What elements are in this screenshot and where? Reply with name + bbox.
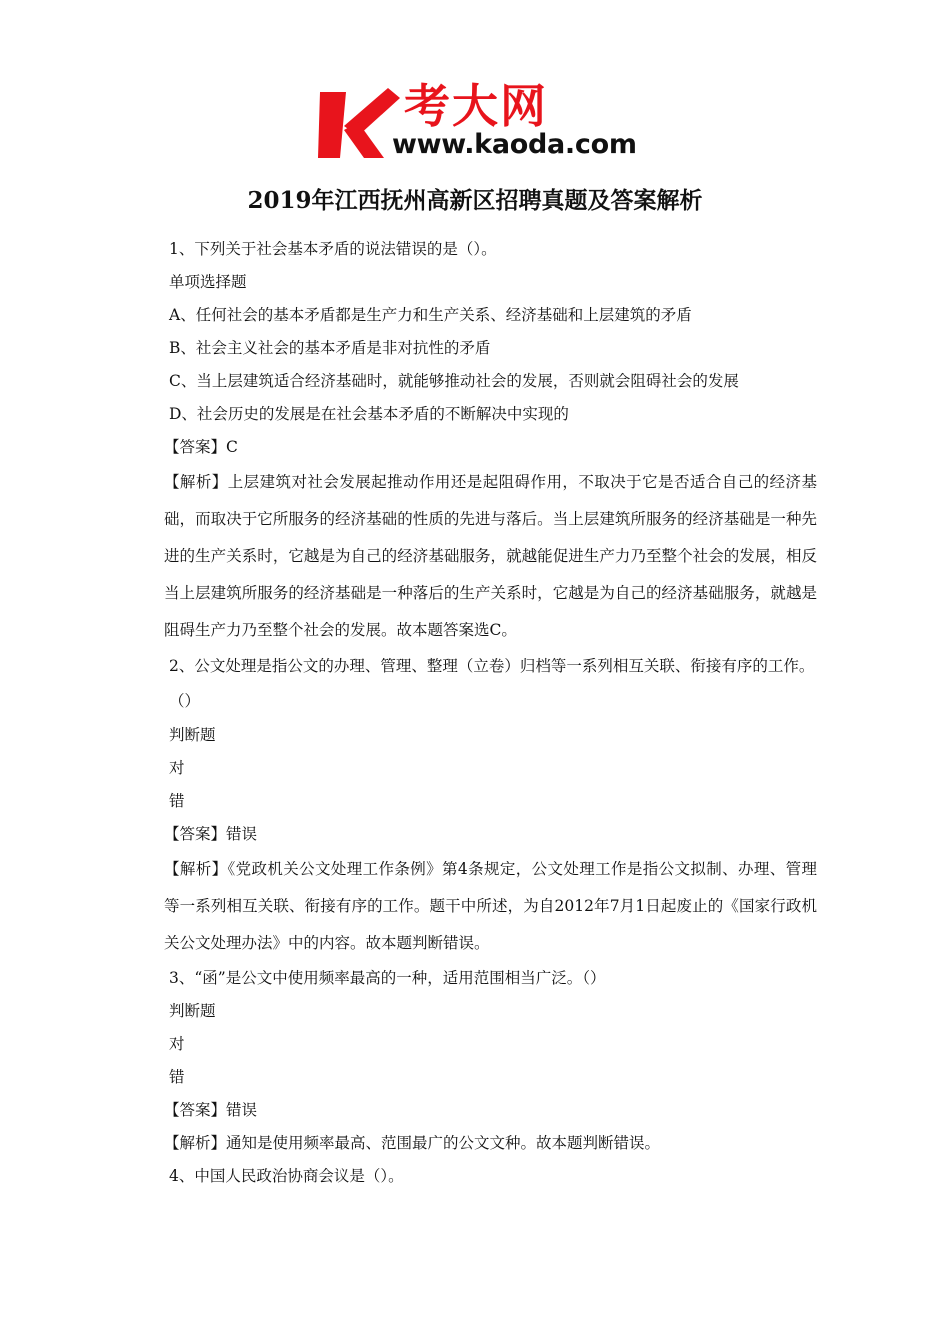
- question-1-option-c: C、当上层建筑适合经济基础时，就能够推动社会的发展，否则就会阻碍社会的发展: [169, 372, 739, 390]
- question-1-answer: 【答案】C: [164, 438, 238, 456]
- question-1-analysis: 【解析】上层建筑对社会发展起推动作用还是起阻碍作用，不取决于它是否适合自己的经济基础，而取决于它所服务的经济基础的性质的先进与落后。当上层建筑所服务的经济基础是一种先进的生产关系时，它越是为自己的经济基础服务，就越能促进生产力乃至整个社会的发展，相反当上层建筑所服务的经济基础是一种落后的生产关系时，它越是为自己的经济基础服务，就越是阻碍生产力乃至整个社会的发展。故本题答案选C。: [164, 473, 817, 639]
- question-1-type: 单项选择题: [169, 273, 247, 291]
- question-1-option-d: D、社会历史的发展是在社会基本矛盾的不断解决中实现的: [169, 405, 569, 423]
- question-3-answer: 【答案】错误: [164, 1101, 258, 1119]
- question-1-stem: 1、下列关于社会基本矛盾的说法错误的是（）。: [169, 240, 497, 258]
- question-2-answer: 【答案】错误: [164, 825, 258, 843]
- question-2-stem: 2、公文处理是指公文的办理、管理、整理（立卷）归档等一系列相互关联、衔接有序的工作。（）: [169, 657, 815, 710]
- question-1-option-a: A、任何社会的基本矛盾都是生产力和生产关系、经济基础和上层建筑的矛盾: [169, 306, 692, 324]
- question-3-type: 判断题: [169, 1002, 216, 1020]
- question-3-option-true: 对: [169, 1035, 185, 1053]
- question-2-option-false: 错: [169, 792, 185, 810]
- question-4-stem: 4、中国人民政治协商会议是（）。: [169, 1167, 404, 1185]
- question-2-type: 判断题: [169, 726, 216, 744]
- logo-brand-text: 考大网: [404, 79, 548, 133]
- question-3-analysis: 【解析】通知是使用频率最高、范围最广的公文文种。故本题判断错误。: [164, 1134, 661, 1152]
- question-list: [145, 233, 817, 1193]
- question-2-analysis: 【解析】《党政机关公文处理工作条例》第4条规定，公文处理工作是指公文拟制、办理、管理等一系列相互关联、衔接有序的工作。题干中所述，为自2012年7月1日起废止的《国家行政机关公文处理办法》中的内容。故本题判断错误。: [164, 860, 817, 952]
- k-logo-icon: [318, 86, 400, 160]
- logo-url-text: www.kaoda.com: [392, 129, 637, 160]
- kaoda-logo[interactable]: [318, 79, 638, 162]
- page-title: 2019年江西抚州高新区招聘真题及答案解析: [247, 187, 703, 214]
- question-3-stem: 3、“函”是公文中使用频率最高的一种，适用范围相当广泛。（）: [169, 969, 606, 987]
- question-2-option-true: 对: [169, 759, 185, 777]
- question-1-option-b: B、社会主义社会的基本矛盾是非对抗性的矛盾: [169, 339, 491, 357]
- question-3-option-false: 错: [169, 1068, 185, 1086]
